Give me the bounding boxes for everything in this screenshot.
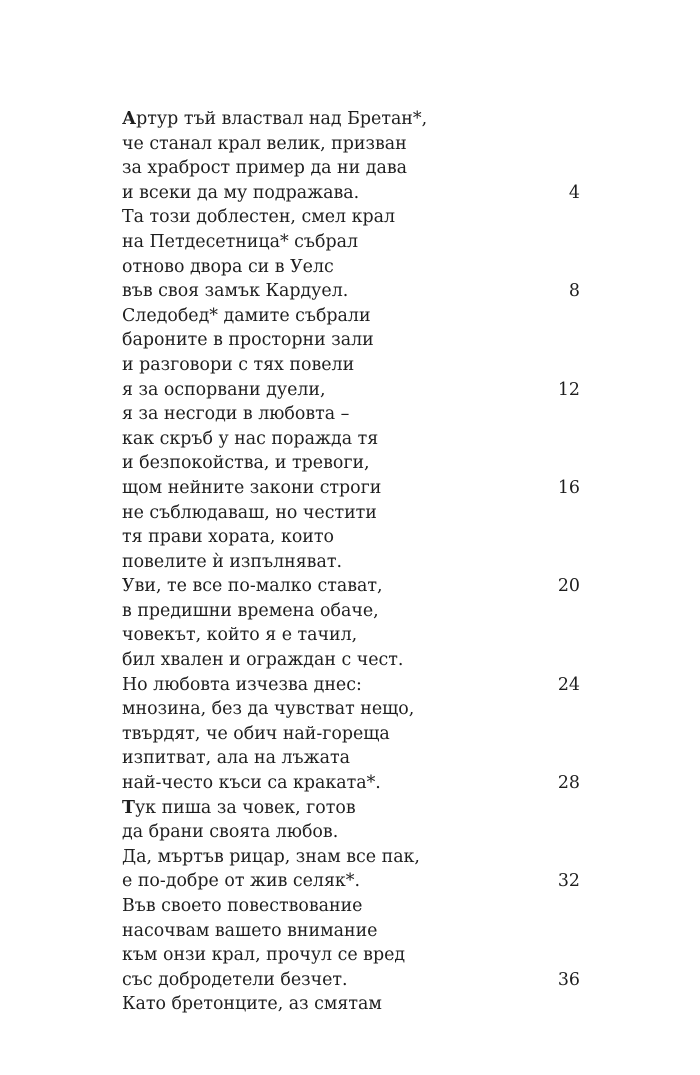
verse-line-text — [122, 279, 348, 304]
line-number: 20 — [557, 576, 580, 597]
verse-line-body: и безпокойства, и тревоги, — [122, 453, 370, 474]
verse-line-text — [122, 156, 407, 181]
verse-line — [122, 574, 592, 599]
verse-line-text — [122, 353, 354, 378]
verse-line-text — [122, 550, 342, 575]
verse-line-body: не съблюдаваш, но честити — [122, 502, 377, 523]
verse-line — [122, 181, 592, 206]
verse-line-text — [122, 378, 326, 403]
verse-line-text — [122, 451, 370, 476]
verse-line-body: и всеки да му подражава. — [122, 182, 360, 203]
poem-text — [122, 107, 592, 1017]
verse-line — [122, 451, 592, 476]
verse-line-text — [122, 205, 395, 230]
line-number: 32 — [557, 871, 580, 892]
verse-line-body: бил хвален и ограждан с чест. — [122, 650, 404, 671]
verse-line-text — [122, 722, 390, 747]
line-number: 36 — [557, 969, 580, 990]
verse-line-text — [122, 230, 358, 255]
verse-line — [122, 230, 592, 255]
verse-line — [122, 992, 592, 1017]
verse-line-text — [122, 525, 334, 550]
verse-line-text — [122, 132, 407, 157]
verse-line-text — [122, 501, 377, 526]
verse-line-body: със добродетели безчет. — [122, 969, 348, 990]
verse-line-text — [122, 845, 420, 870]
verse-line — [122, 353, 592, 378]
verse-line-body: Уви, те все по-малко стават, — [122, 576, 383, 597]
verse-line — [122, 673, 592, 698]
verse-line-text — [122, 304, 371, 329]
verse-line-text — [122, 402, 349, 427]
verse-line-body: Като бретонците, аз смятам — [122, 994, 382, 1015]
verse-line-body: ртур тъй властвал над Бретан*, — [136, 109, 428, 129]
line-number: 4 — [568, 182, 580, 203]
verse-line-body: бароните в просторни зали — [122, 330, 374, 351]
verse-line-text — [122, 599, 379, 624]
verse-line-text — [122, 255, 334, 280]
verse-line-body: Следобед* дамите събрали — [122, 305, 371, 326]
verse-line-body: за храброст пример да ни дава — [122, 158, 407, 179]
verse-line-text — [122, 476, 381, 501]
line-number: 28 — [557, 773, 580, 794]
verse-line-body: към онзи крал, прочул се вред — [122, 945, 406, 966]
verse-line-text — [122, 992, 382, 1017]
verse-line-text — [122, 746, 350, 771]
verse-line — [122, 771, 592, 796]
verse-line-text — [122, 894, 362, 919]
verse-line-text — [122, 623, 357, 648]
verse-line-text — [122, 328, 374, 353]
verse-line-body: я за оспорвани дуели, — [122, 379, 326, 400]
verse-line-text — [122, 919, 377, 944]
verse-line — [122, 205, 592, 230]
verse-line-body: най-често къси са краката*. — [122, 773, 381, 794]
line-number: 16 — [557, 477, 580, 498]
verse-line — [122, 279, 592, 304]
verse-line-body: как скръб у нас поражда тя — [122, 428, 379, 449]
verse-line — [122, 697, 592, 722]
bold-initial-letter: А — [122, 109, 137, 129]
verse-line-body: и разговори с тях повели — [122, 354, 355, 375]
verse-line — [122, 156, 592, 181]
verse-line — [122, 943, 592, 968]
line-number: 24 — [557, 674, 580, 695]
verse-line-body: мнозина, без да чувстват нещо, — [122, 699, 415, 720]
verse-line — [122, 722, 592, 747]
verse-line-body: тя прави хората, които — [122, 527, 334, 548]
verse-line-text — [122, 574, 383, 599]
verse-line-body: човекът, който я е тачил, — [122, 625, 358, 646]
verse-line — [122, 550, 592, 575]
verse-line — [122, 648, 592, 673]
verse-line — [122, 599, 592, 624]
verse-line — [122, 427, 592, 452]
verse-line-body: че станал крал велик, призван — [122, 133, 407, 154]
verse-line-text — [122, 427, 378, 452]
verse-line-text — [122, 673, 362, 698]
verse-line-body: отново двора си в Уелс — [122, 256, 334, 277]
verse-line-text — [122, 869, 360, 894]
bold-initial-letter: Т — [122, 797, 135, 818]
verse-line-body: я за несгоди в любовта – — [122, 404, 350, 425]
verse-line-text — [122, 820, 338, 845]
verse-line-text — [122, 943, 405, 968]
verse-line-text — [122, 968, 348, 993]
verse-line — [122, 845, 592, 870]
verse-line-body: Та този доблестен, смел крал — [122, 207, 396, 228]
verse-line-body: в предишни времена обаче, — [122, 600, 379, 621]
verse-line-body: да брани своята любов. — [122, 822, 339, 843]
verse-line-body: насочвам вашето внимание — [122, 920, 378, 941]
verse-line-text — [122, 796, 356, 821]
verse-line-body: Във своето повествование — [122, 896, 363, 916]
verse-line-body: Да, мъртъв рицар, знам все пак, — [122, 846, 420, 867]
verse-line-text — [122, 107, 427, 132]
verse-line-body: изпитват, ала на лъжата — [122, 748, 350, 769]
verse-line — [122, 820, 592, 845]
verse-line-text — [122, 181, 359, 206]
verse-line — [122, 525, 592, 550]
verse-line-text — [122, 771, 381, 796]
verse-line-body: Но любовта изчезва днес: — [122, 674, 362, 695]
verse-line-text — [122, 697, 414, 722]
line-number: 12 — [557, 379, 580, 400]
verse-line-body: е по-добре от жив селяк*. — [122, 871, 361, 892]
verse-line — [122, 968, 592, 993]
verse-line — [122, 746, 592, 771]
verse-line-body: на Петдесетница* събрал — [122, 231, 358, 252]
verse-line-body: във своя замък Кардуел. — [122, 281, 349, 302]
verse-line — [122, 132, 592, 157]
verse-line — [122, 378, 592, 403]
line-number: 8 — [568, 281, 580, 302]
verse-line — [122, 328, 592, 353]
verse-line — [122, 623, 592, 648]
verse-line — [122, 919, 592, 944]
verse-line — [122, 402, 592, 427]
verse-line-body: щом нейните закони строги — [122, 477, 382, 498]
verse-line — [122, 796, 592, 821]
verse-line — [122, 255, 592, 280]
verse-line — [122, 476, 592, 501]
verse-line — [122, 894, 592, 919]
verse-line — [122, 869, 592, 894]
verse-line — [122, 107, 592, 132]
verse-line-body: твърдят, че обич най-гореща — [122, 723, 390, 744]
verse-line — [122, 304, 592, 329]
verse-line-body: повелите ѝ изпълняват. — [122, 551, 342, 572]
verse-line-body: ук пиша за човек, готов — [134, 797, 356, 818]
verse-line-text — [122, 648, 403, 673]
verse-line — [122, 501, 592, 526]
